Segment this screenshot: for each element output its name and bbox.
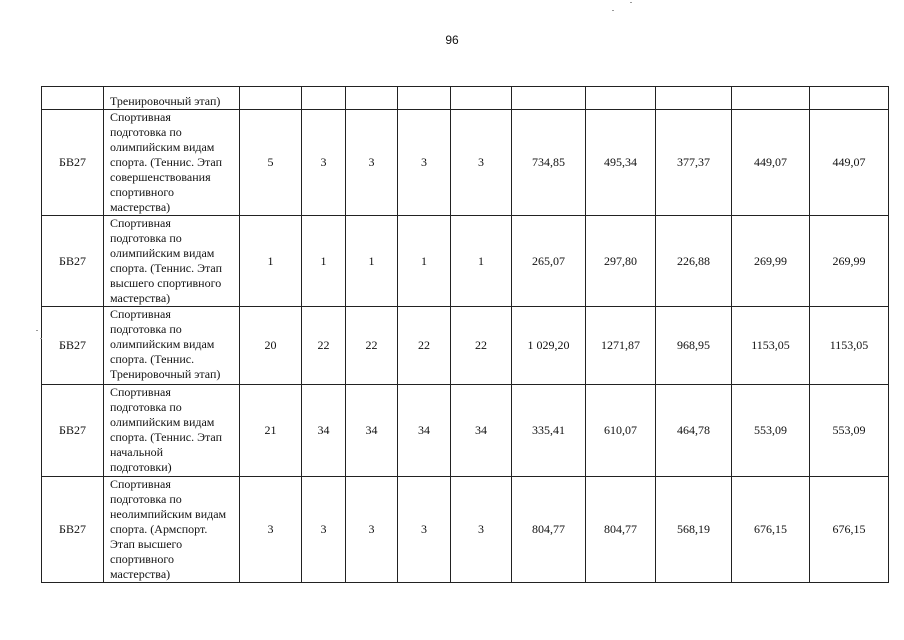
value-cell: 21 xyxy=(240,385,302,477)
value-cell: 804,77 xyxy=(512,477,586,583)
value-cell: 34 xyxy=(346,385,398,477)
code-cell xyxy=(42,87,104,110)
value-cell: 1 xyxy=(451,216,512,307)
value-cell: 804,77 xyxy=(586,477,656,583)
value-cell: 449,07 xyxy=(732,110,810,216)
value-cell: 610,07 xyxy=(586,385,656,477)
value-cell: 968,95 xyxy=(656,307,732,385)
page-number: 96 xyxy=(445,33,459,47)
scan-speck xyxy=(36,330,38,331)
value-cell: 1153,05 xyxy=(732,307,810,385)
value-cell: 1153,05 xyxy=(810,307,889,385)
value-cell: 568,19 xyxy=(656,477,732,583)
value-cell: 676,15 xyxy=(810,477,889,583)
value-cell: 3 xyxy=(451,477,512,583)
code-cell: БВ27 xyxy=(42,477,104,583)
value-cell: 676,15 xyxy=(732,477,810,583)
value-cell: 34 xyxy=(302,385,346,477)
value-cell: 495,34 xyxy=(586,110,656,216)
value-cell: 226,88 xyxy=(656,216,732,307)
scan-speck xyxy=(630,2,632,3)
value-cell: 3 xyxy=(346,110,398,216)
name-cell: Спортивная подготовка по олимпийским видам спорта. (Теннис. Этап начальной подготовки) xyxy=(104,385,240,477)
value-cell: 1 029,20 xyxy=(512,307,586,385)
value-cell: 22 xyxy=(451,307,512,385)
value-cell: 3 xyxy=(346,477,398,583)
code-cell: БВ27 xyxy=(42,216,104,307)
code-cell: БВ27 xyxy=(42,307,104,385)
value-cell: 34 xyxy=(398,385,451,477)
value-cell: 3 xyxy=(302,110,346,216)
table-row-continuation xyxy=(42,87,889,110)
value-cell: 20 xyxy=(240,307,302,385)
value-cell: 1 xyxy=(398,216,451,307)
table-row xyxy=(42,216,889,307)
value-cell: 464,78 xyxy=(656,385,732,477)
name-cell: Спортивная подготовка по неолимпийским видам спорта. (Армспорт. Этап высшего спортивного мастерства) xyxy=(104,477,240,583)
data-table xyxy=(41,86,889,583)
value-cell: 3 xyxy=(302,477,346,583)
value-cell: 1 xyxy=(346,216,398,307)
name-cell: Спортивная подготовка по олимпийским видам спорта. (Теннис. Этап совершенствования спортивного мастерства) xyxy=(104,110,240,216)
name-cell: Спортивная подготовка по олимпийским видам спорта. (Теннис. Этап высшего спортивного мастерства) xyxy=(104,216,240,307)
code-cell: БВ27 xyxy=(42,385,104,477)
value-cell: 297,80 xyxy=(586,216,656,307)
table-row xyxy=(42,385,889,477)
value-cell: 3 xyxy=(398,110,451,216)
value-cell: 1 xyxy=(240,216,302,307)
value-cell: 22 xyxy=(302,307,346,385)
table-row xyxy=(42,477,889,583)
value-cell: 1271,87 xyxy=(586,307,656,385)
value-cell: 3 xyxy=(451,110,512,216)
value-cell: 269,99 xyxy=(810,216,889,307)
value-cell: 34 xyxy=(451,385,512,477)
table-row xyxy=(42,307,889,385)
value-cell: 22 xyxy=(346,307,398,385)
value-cell: 22 xyxy=(398,307,451,385)
value-cell: 335,41 xyxy=(512,385,586,477)
value-cell: 553,09 xyxy=(732,385,810,477)
value-cell: 553,09 xyxy=(810,385,889,477)
name-cell: Спортивная подготовка по олимпийским видам спорта. (Теннис. Тренировочный этап) xyxy=(104,307,240,385)
value-cell: 377,37 xyxy=(656,110,732,216)
value-cell: 3 xyxy=(398,477,451,583)
value-cell: 734,85 xyxy=(512,110,586,216)
value-cell: 5 xyxy=(240,110,302,216)
value-cell: 1 xyxy=(302,216,346,307)
name-cell: Тренировочный этап) xyxy=(104,87,240,110)
value-cell: 269,99 xyxy=(732,216,810,307)
value-cell: 3 xyxy=(240,477,302,583)
scan-speck xyxy=(40,338,42,339)
code-cell: БВ27 xyxy=(42,110,104,216)
value-cell: 265,07 xyxy=(512,216,586,307)
scan-speck xyxy=(612,10,614,11)
table-row xyxy=(42,110,889,216)
value-cell: 449,07 xyxy=(810,110,889,216)
